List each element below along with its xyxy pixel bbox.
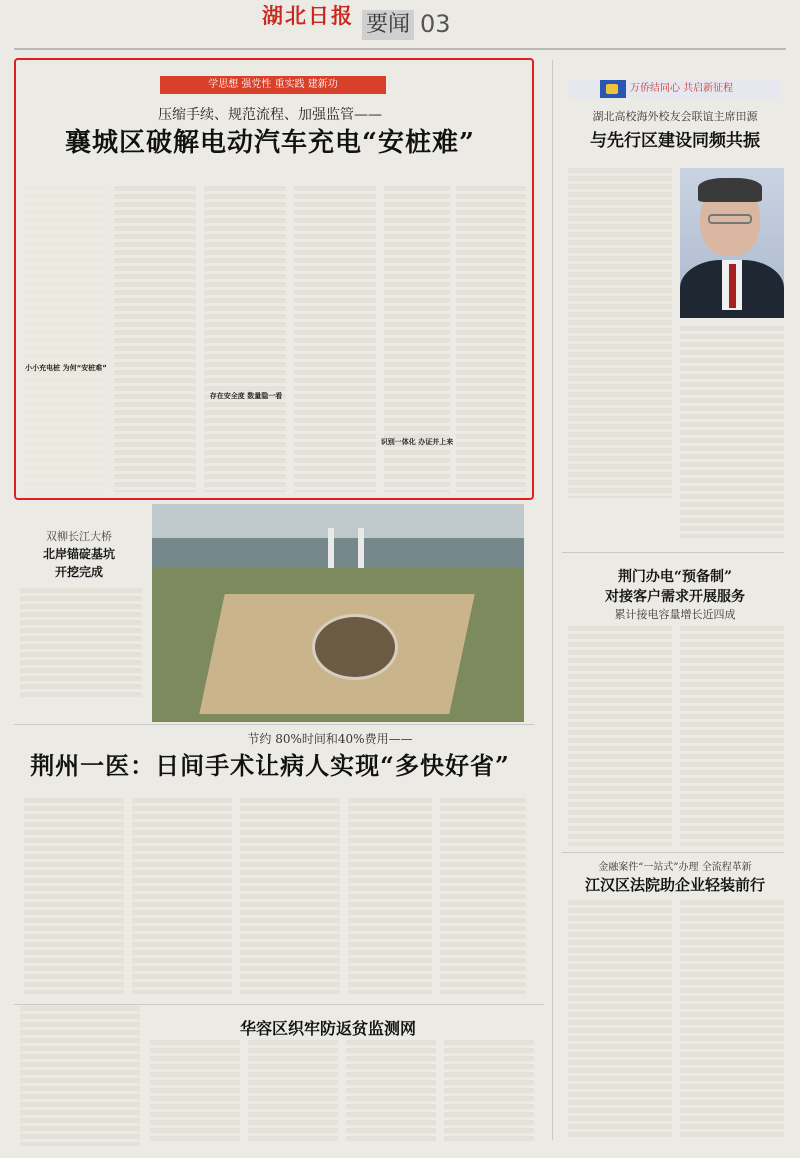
right2-body-col-a [568, 626, 672, 846]
middle-body-col-4 [348, 798, 432, 994]
newspaper-logo: 湖北日报 [262, 3, 354, 28]
bridge-headline-1[interactable]: 北岸锚碇基坑 [42, 547, 115, 561]
lead-kicker: 压缩手续、规范流程、加强监管—— [158, 107, 382, 123]
bridge-caption [20, 588, 142, 698]
lead-banner: 学思想 强党性 重实践 建新功 [160, 76, 386, 94]
lead-body-col-4 [294, 186, 376, 492]
right3-headline[interactable]: 江汉区法院助企业轻装前行 [584, 876, 765, 894]
lead-subhead-3: 识别一体化 办证并上来 [380, 438, 454, 446]
portrait-tie [729, 264, 736, 308]
page-number: 03 [420, 10, 451, 38]
photo-tower-right [358, 528, 364, 568]
photo-river [152, 538, 524, 572]
right-headline[interactable]: 与先行区建设同频共振 [590, 131, 760, 151]
portrait-photo [680, 168, 784, 318]
bottom-body-col-1 [150, 1040, 240, 1144]
right2-headline-1[interactable]: 荆门办电“预备制” [617, 569, 733, 585]
right-banner-label: 万侨结同心 共启新征程 [630, 83, 734, 94]
right-kicker: 湖北高校海外校友会联谊主席田源 [592, 110, 758, 123]
middle-body-col-3 [240, 798, 340, 994]
middle-rule [14, 724, 534, 725]
column-rule [552, 60, 553, 1140]
lead-subhead-1: 小小充电桩 为何“安桩难” [25, 364, 107, 372]
right3-kicker: 金融案件“一站式”办理 全流程革新 [598, 862, 752, 873]
lead-body-col-2 [114, 186, 196, 492]
right-body-col-a [568, 168, 672, 498]
lead-body-col-3 [204, 186, 286, 492]
right-body-col-b [680, 326, 784, 538]
lead-subhead-2: 存在安全度 数量隐一看 [209, 392, 283, 400]
bridge-construction-photo[interactable] [152, 504, 524, 722]
right2-body-col-b [680, 626, 784, 846]
middle-body-col-2 [132, 798, 232, 994]
right2-subhead: 累计接电容量增长近四成 [614, 608, 736, 621]
middle-headline[interactable]: 荆州一医：日间手术让病人实现“多快好省” [30, 751, 510, 780]
bottom-body-col-2 [248, 1040, 338, 1144]
bridge-kicker: 双柳长江大桥 [46, 530, 112, 543]
portrait-hair [698, 178, 762, 202]
bottom-headline[interactable]: 华容区织牢防返贫监测网 [239, 1019, 416, 1038]
bottom-body-col-3 [346, 1040, 436, 1144]
photo-tower-left [328, 528, 334, 568]
middle-kicker: 节约 80%时间和40%费用—— [247, 732, 413, 746]
bottom-rule [14, 1004, 544, 1005]
photo-foundation-pit [312, 614, 398, 680]
portrait-glasses [708, 214, 752, 224]
bottom-left-brief [20, 1006, 140, 1146]
lead-body-col-6 [456, 186, 526, 492]
top-divider [14, 48, 786, 50]
bottom-body-col-4 [444, 1040, 534, 1144]
right3-body-col-b [680, 900, 784, 1140]
right-rule-2 [562, 852, 784, 853]
lead-body-col-1 [24, 186, 106, 492]
right3-body-col-a [568, 900, 672, 1140]
section-label: 要闻 [362, 10, 414, 40]
right-rule-1 [562, 552, 784, 553]
lead-headline[interactable]: 襄城区破解电动汽车充电“安桩难” [65, 128, 475, 158]
right2-headline-2[interactable]: 对接客户需求开展服务 [605, 589, 745, 605]
bridge-headline-2[interactable]: 开挖完成 [54, 565, 103, 579]
middle-body-col-1 [24, 798, 124, 994]
middle-body-col-5 [440, 798, 526, 994]
overseas-chinese-icon [600, 80, 626, 98]
